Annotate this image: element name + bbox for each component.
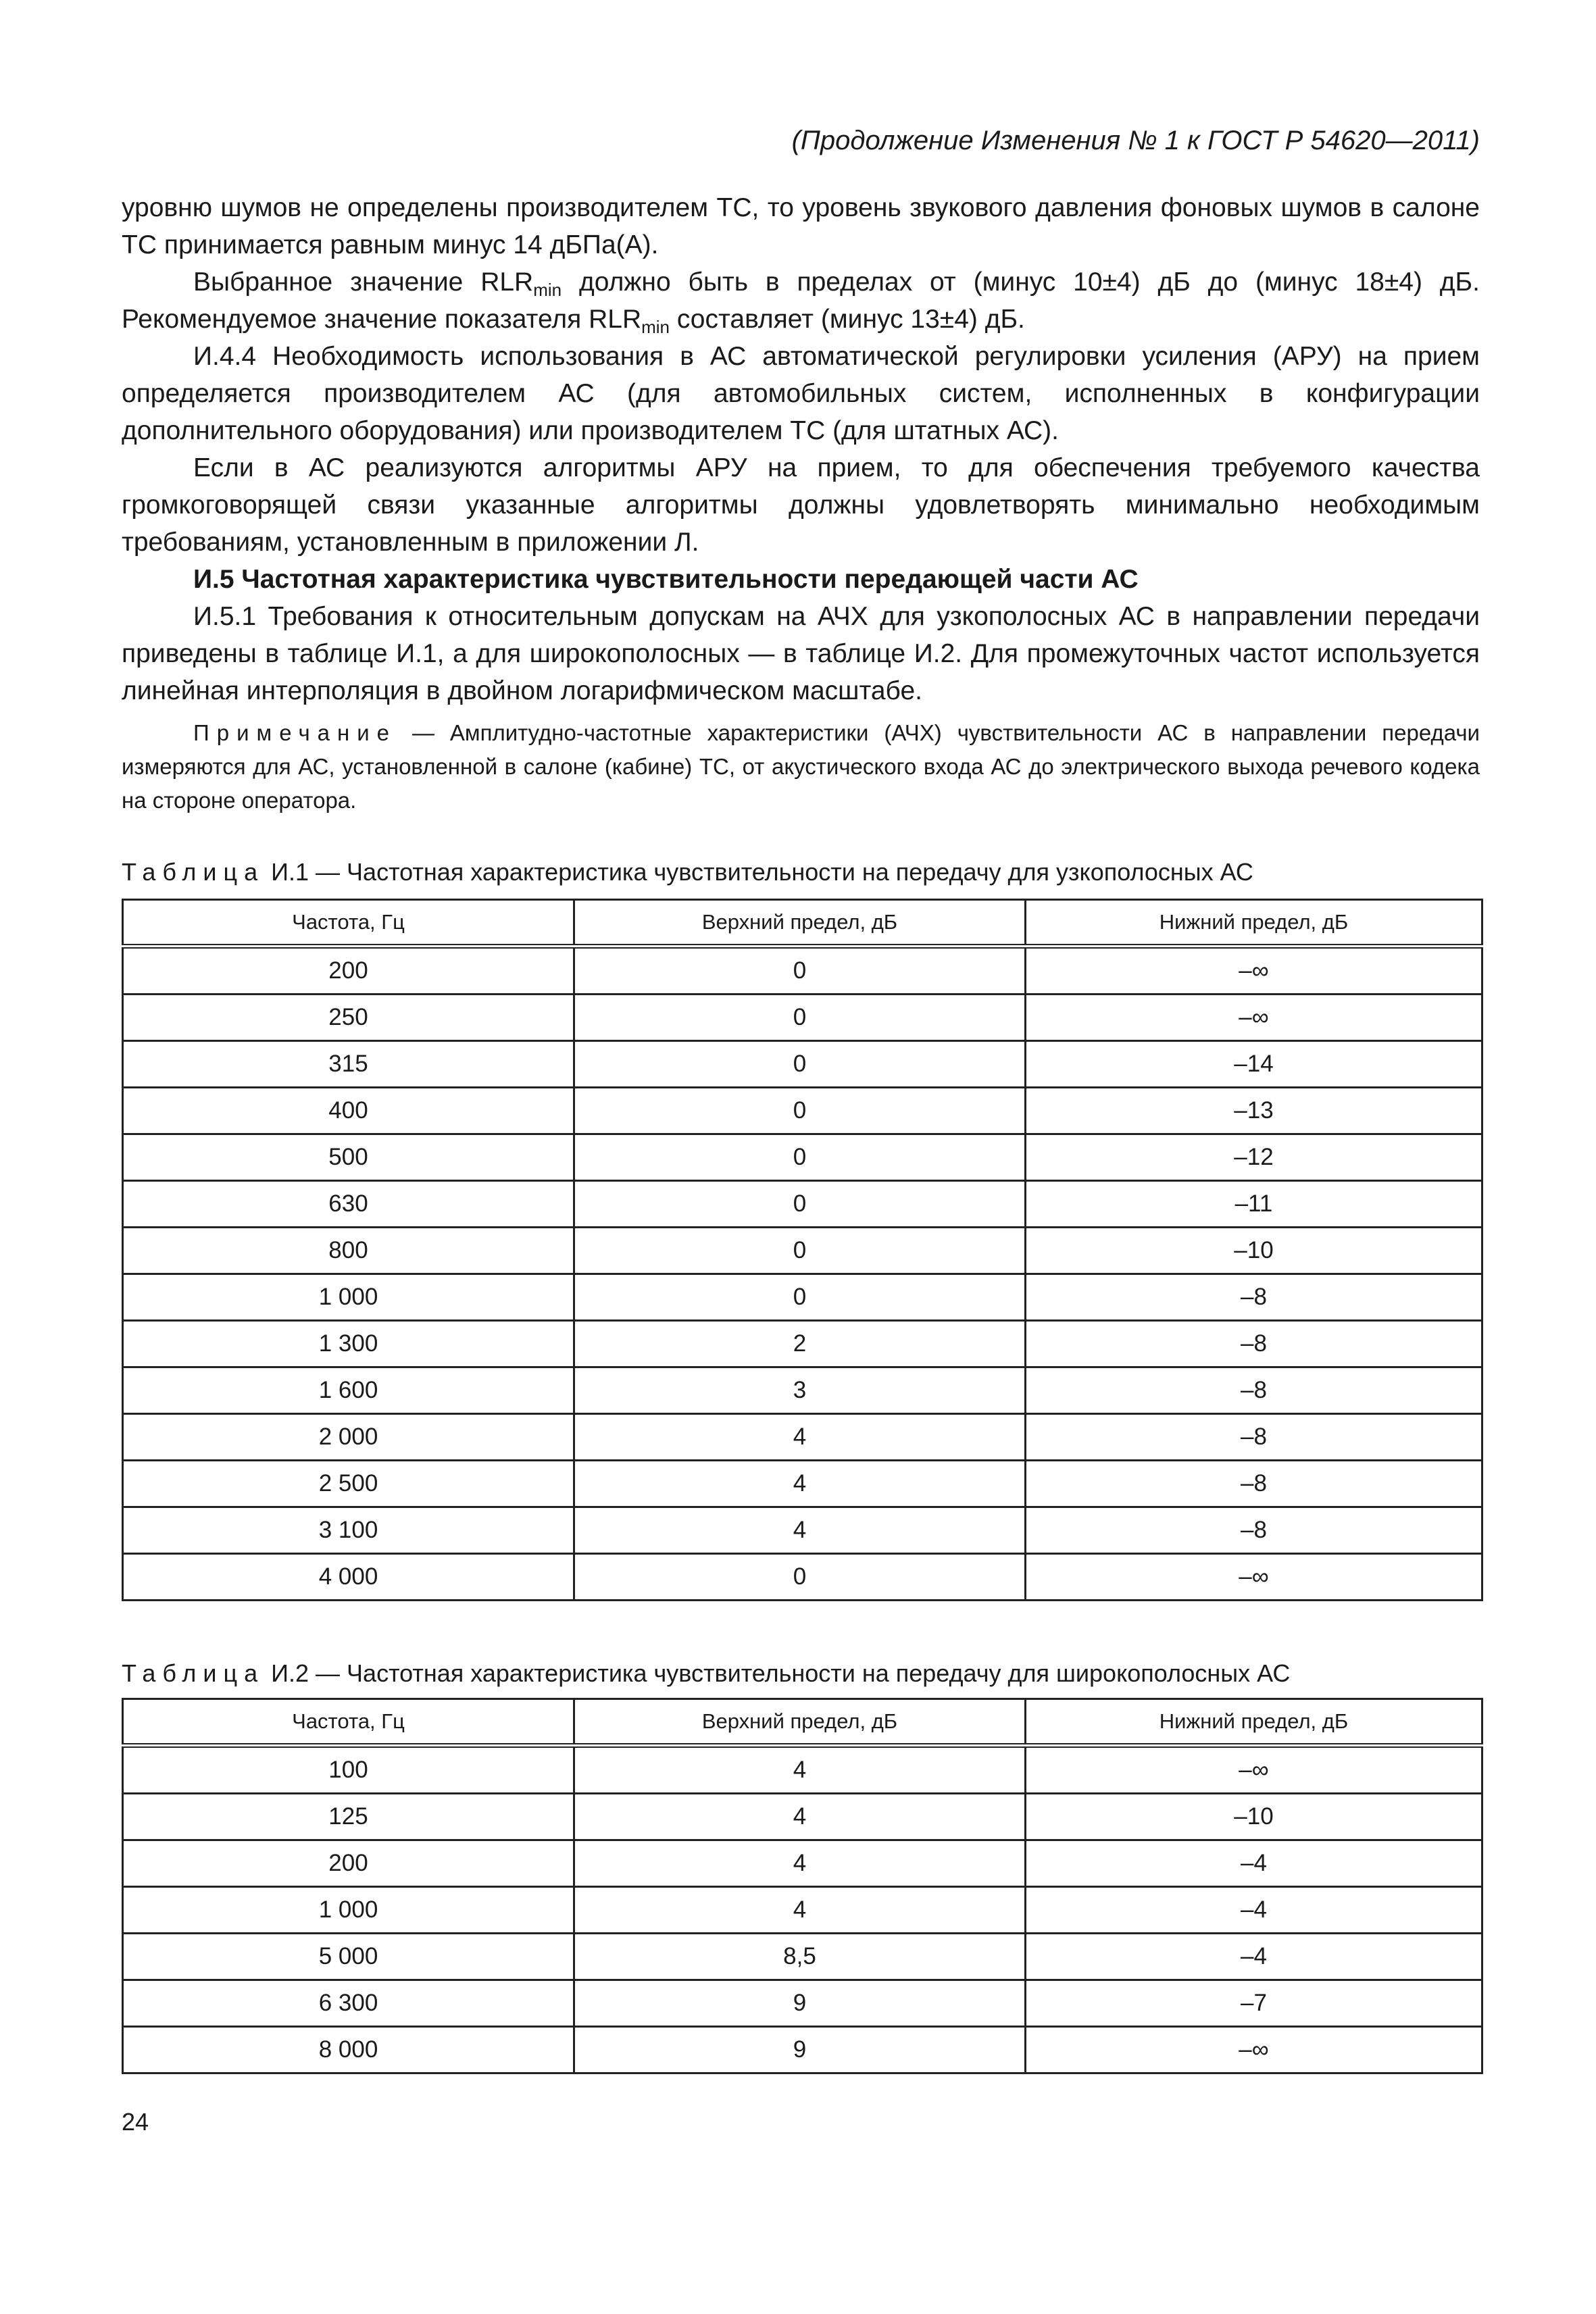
lower-limit-cell: –12: [1026, 1134, 1482, 1181]
upper-limit-cell: 0: [574, 947, 1026, 995]
lower-limit-cell: –11: [1026, 1181, 1482, 1228]
upper-limit-cell: 4: [574, 1794, 1026, 1840]
paragraph-rlr-part-2: должно быть в пределах от (минус 10±4) дБ до (минус 18±4) дБ. Рекомендуемое значение показателя RLR: [122, 268, 1480, 334]
body-text: [122, 189, 1480, 709]
header-upper-limit: Верхний предел, дБ: [574, 1699, 1026, 1746]
lower-limit-cell: –∞: [1026, 2027, 1482, 2073]
upper-limit-cell: 0: [574, 1554, 1026, 1601]
frequency-cell: 6 300: [123, 1980, 574, 2027]
table-row: [123, 995, 1482, 1041]
table-row: [123, 1980, 1482, 2027]
paragraph-agc-algorithms: Если в АС реализуются алгоритмы АРУ на прием, то для обеспечения требуемого качества громкоговорящей связи указанные алгоритмы должны удовлетворять минимально необходимым требованиям, установленным в приложении Л.: [122, 453, 1480, 557]
lower-limit-cell: –13: [1026, 1088, 1482, 1134]
frequency-cell: 100: [123, 1746, 574, 1794]
paragraph-agc: И.4.4 Необходимость использования в АС автоматической регулировки усиления (АРУ) на прием определяется производителем АС (для автомобильных систем, исполненных в конфигурации дополнительного оборудования) или производителем ТС (для штатных АС).: [122, 342, 1480, 445]
upper-limit-cell: 0: [574, 1088, 1026, 1134]
lower-limit-cell: –8: [1026, 1507, 1482, 1554]
frequency-cell: 400: [123, 1088, 574, 1134]
frequency-cell: 8 000: [123, 2027, 574, 2073]
upper-limit-cell: 2: [574, 1321, 1026, 1367]
frequency-cell: 630: [123, 1181, 574, 1228]
header-upper-limit: Верхний предел, дБ: [574, 900, 1026, 947]
frequency-cell: 200: [123, 947, 574, 995]
paragraph-continuation: уровню шумов не определены производителем ТС, то уровень звукового давления фоновых шумов в салоне ТС принимается равным минус 14 дБПа(А).: [122, 193, 1480, 259]
table-row: [123, 1274, 1482, 1321]
upper-limit-cell: 4: [574, 1461, 1026, 1507]
table-row: [123, 1181, 1482, 1228]
header-lower-limit: Нижний предел, дБ: [1026, 900, 1482, 947]
frequency-cell: 4 000: [123, 1554, 574, 1601]
header-lower-limit: Нижний предел, дБ: [1026, 1699, 1482, 1746]
header-frequency: Частота, Гц: [123, 900, 574, 947]
table-header-row: [123, 1699, 1482, 1746]
frequency-cell: 315: [123, 1041, 574, 1088]
lower-limit-cell: –8: [1026, 1321, 1482, 1367]
page-header: (Продолжение Изменения № 1 к ГОСТ Р 54620—2011): [791, 126, 1480, 155]
table-row: [123, 1367, 1482, 1414]
table-row: [123, 1554, 1482, 1601]
upper-limit-cell: 8,5: [574, 1934, 1026, 1980]
frequency-cell: 500: [123, 1134, 574, 1181]
frequency-cell: 1 000: [123, 1274, 574, 1321]
upper-limit-cell: 4: [574, 1507, 1026, 1554]
subscript-min: min: [533, 280, 562, 300]
lower-limit-cell: –7: [1026, 1980, 1482, 2027]
frequency-cell: 200: [123, 1840, 574, 1887]
upper-limit-cell: 0: [574, 1041, 1026, 1088]
table-row: [123, 1321, 1482, 1367]
frequency-cell: 1 300: [123, 1321, 574, 1367]
lower-limit-cell: –∞: [1026, 1746, 1482, 1794]
frequency-cell: 1 600: [123, 1367, 574, 1414]
lower-limit-cell: –4: [1026, 1887, 1482, 1934]
table-caption-label: Таблица: [122, 1659, 265, 1687]
subscript-min: min: [641, 317, 670, 337]
table-row: [123, 1461, 1482, 1507]
frequency-cell: 800: [123, 1228, 574, 1274]
table-header-row: [123, 900, 1482, 947]
table-row: [123, 1934, 1482, 1980]
table-row: [123, 1228, 1482, 1274]
frequency-cell: 250: [123, 995, 574, 1041]
upper-limit-cell: 9: [574, 1980, 1026, 2027]
paragraph-rlr-part-3: составляет (минус 13±4) дБ.: [670, 305, 1025, 334]
upper-limit-cell: 9: [574, 2027, 1026, 2073]
lower-limit-cell: –14: [1026, 1041, 1482, 1088]
table-row: [123, 1041, 1482, 1088]
narrowband-table: [122, 899, 1483, 1601]
table-body: [123, 947, 1482, 1601]
table-row: [123, 2027, 1482, 2073]
table-caption: [122, 1658, 1480, 1689]
lower-limit-cell: –4: [1026, 1934, 1482, 1980]
frequency-cell: 1 000: [123, 1887, 574, 1934]
table-body: [123, 1746, 1482, 2073]
upper-limit-cell: 3: [574, 1367, 1026, 1414]
frequency-cell: 125: [123, 1794, 574, 1840]
upper-limit-cell: 4: [574, 1746, 1026, 1794]
upper-limit-cell: 0: [574, 1274, 1026, 1321]
table-caption-text: И.2 — Частотная характеристика чувствительности на передачу для широкополосных АС: [264, 1659, 1291, 1687]
lower-limit-cell: –8: [1026, 1274, 1482, 1321]
table-caption-label: Таблица: [122, 858, 265, 886]
wideband-table: [122, 1698, 1483, 2074]
upper-limit-cell: 4: [574, 1887, 1026, 1934]
note-text: — Амплитудно-частотные характеристики (АЧХ) чувствительности АС в направлении передачи измеряются для АС, установленной в салоне (кабине) ТС, от акустического входа АС до электрического выхода речевого кодека на стороне оператора.: [122, 720, 1480, 813]
upper-limit-cell: 4: [574, 1414, 1026, 1461]
upper-limit-cell: 0: [574, 1228, 1026, 1274]
frequency-cell: 2 000: [123, 1414, 574, 1461]
paragraph-rlr: [122, 263, 1480, 338]
lower-limit-cell: –8: [1026, 1414, 1482, 1461]
lower-limit-cell: –8: [1026, 1461, 1482, 1507]
table-caption-text: И.1 — Частотная характеристика чувствительности на передачу для узкополосных АС: [264, 858, 1253, 886]
table-row: [123, 1840, 1482, 1887]
table-row: [123, 1507, 1482, 1554]
frequency-cell: 5 000: [123, 1934, 574, 1980]
table-caption: [122, 857, 1480, 888]
lower-limit-cell: –10: [1026, 1228, 1482, 1274]
note: [122, 716, 1480, 818]
lower-limit-cell: –∞: [1026, 1554, 1482, 1601]
page-number: 24: [122, 2108, 149, 2136]
upper-limit-cell: 0: [574, 1134, 1026, 1181]
lower-limit-cell: –∞: [1026, 995, 1482, 1041]
paragraph-rlr-part-1: Выбранное значение RLR: [193, 268, 534, 297]
table-row: [123, 947, 1482, 995]
table-row: [123, 1887, 1482, 1934]
lower-limit-cell: –∞: [1026, 947, 1482, 995]
table-row: [123, 1088, 1482, 1134]
frequency-cell: 3 100: [123, 1507, 574, 1554]
lower-limit-cell: –8: [1026, 1367, 1482, 1414]
section-heading: И.5 Частотная характеристика чувствительности передающей части АС: [193, 565, 1139, 594]
paragraph-requirements: И.5.1 Требования к относительным допускам на АЧХ для узкополосных АС в направлении передачи приведены в таблице И.1, а для широкополосных — в таблице И.2. Для промежуточных частот используется линейная интерполяция в двойном логарифмическом масштабе.: [122, 602, 1480, 705]
upper-limit-cell: 4: [574, 1840, 1026, 1887]
table-row: [123, 1414, 1482, 1461]
note-label: Примечание: [193, 720, 397, 745]
header-frequency: Частота, Гц: [123, 1699, 574, 1746]
frequency-cell: 2 500: [123, 1461, 574, 1507]
table-row: [123, 1134, 1482, 1181]
table-row: [123, 1794, 1482, 1840]
upper-limit-cell: 0: [574, 1181, 1026, 1228]
upper-limit-cell: 0: [574, 995, 1026, 1041]
lower-limit-cell: –10: [1026, 1794, 1482, 1840]
table-row: [123, 1746, 1482, 1794]
lower-limit-cell: –4: [1026, 1840, 1482, 1887]
